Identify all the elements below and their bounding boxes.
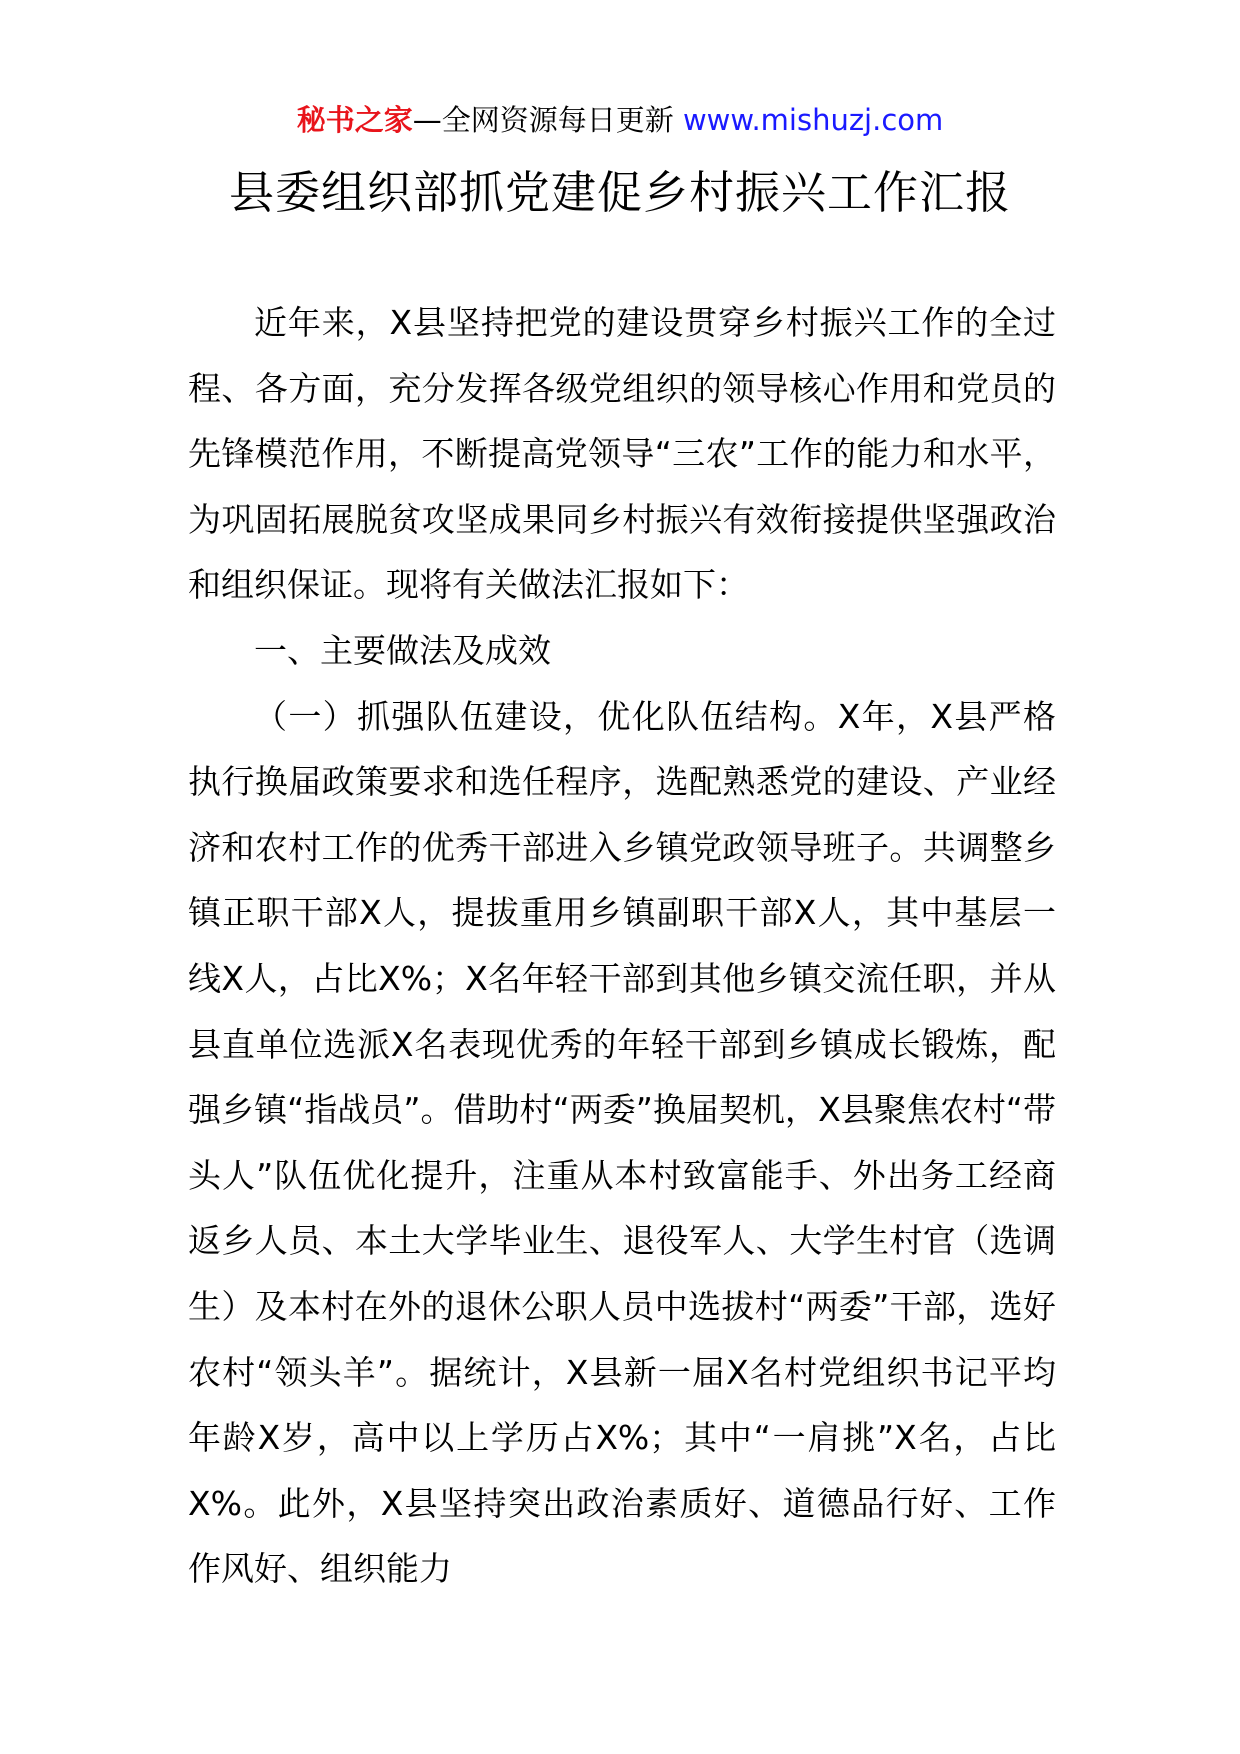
intro-paragraph: 近年来，X县坚持把党的建设贯穿乡村振兴工作的全过程、各方面，充分发挥各级党组织的领导核心作用和党员的先锋模范作用，不断提高党领导“三农”工作的能力和水平，为巩固拓展脱贫攻坚成果同乡村振兴有效衔接提供坚强政治和组织保证。现将有关做法汇报如下： (188, 303, 1056, 605)
watermark-brand: 秘书之家 (296, 103, 413, 137)
document-body (188, 290, 1056, 1602)
document-title: 县委组织部抓党建促乡村振兴工作汇报 (228, 166, 1011, 219)
watermark-tagline: —全网资源每日更新 (412, 103, 674, 137)
site-watermark (0, 100, 1240, 140)
watermark-url: www.mishuzj.com (682, 103, 944, 137)
body-paragraph: （一）抓强队伍建设，优化队伍结构。X年，X县严格执行换届政策要求和选任程序，选配熟悉党的建设、产业经济和农村工作的优秀干部进入乡镇党政领导班子。共调整乡镇正职干部X人，提拔重用乡镇副职干部X人，其中基层一线X人，占比X%；X名年轻干部到其他乡镇交流任职，并从县直单位选派X名表现优秀的年轻干部到乡镇成长锻炼，配强乡镇“指战员”。借助村“两委”换届契机，X县聚焦农村“带头人”队伍优化提升，注重从本村致富能手、外出务工经商返乡人员、本土大学毕业生、退役军人、大学生村官（选调生）及本村在外的退休公职人员中选拔村“两委”干部，选好农村“领头羊”。据统计，X县新一届X名村党组织书记平均年龄X岁，高中以上学历占X%；其中“一肩挑”X名，占比X%。此外，X县坚持突出政治素质好、道德品行好、工作作风好、组织能力 (188, 696, 1056, 1589)
section-heading: 一、主要做法及成效 (254, 630, 551, 670)
